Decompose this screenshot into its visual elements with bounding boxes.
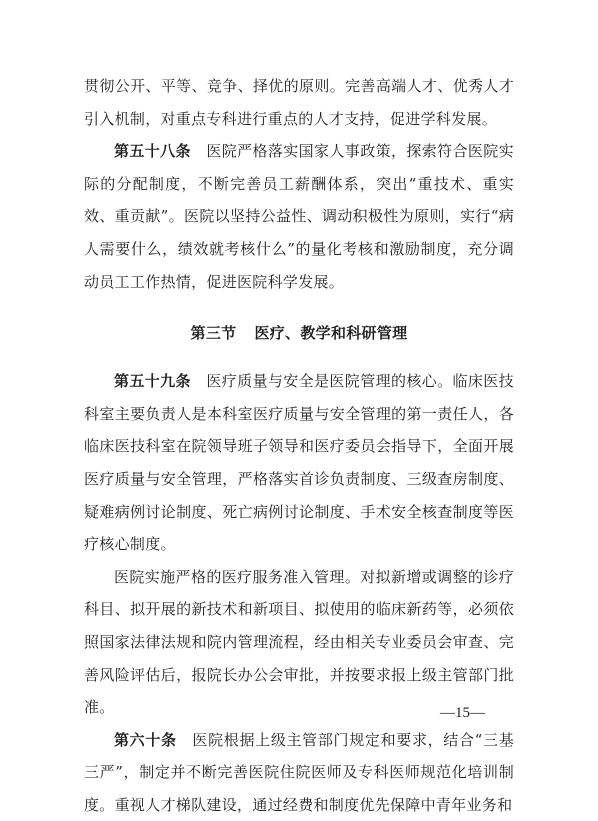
paragraph-access-management: 医院实施严格的医疗服务准入管理。对拟新增或调整的诊疗科目、拟开展的新技术和新项目、拟使用的临床新药等，必须依照国家法律法规和院内管理流程，经由相关专业委员会审查、完善风险评估后，报院长办公会审批，并按要求报上级主管部门批准。	[84, 567, 514, 717]
section-number: 第三节	[190, 324, 237, 343]
article-59-label: 第五十九条	[114, 372, 191, 391]
section-heading	[84, 318, 514, 348]
paragraph-continuation: 贯彻公开、平等、竞争、择优的原则。完善高端人才、优秀人才引入机制，对重点专科进行重点的人才支持，促进学科发展。	[84, 77, 514, 128]
article-60	[84, 724, 514, 821]
article-58	[84, 135, 514, 298]
article-60-label: 第六十条	[114, 730, 177, 749]
section-title: 医疗、教学和科研管理	[254, 324, 408, 343]
article-60-text: 医院根据上级主管部门规定和要求，结合“三基三严”，制定并不断完善医院住院医师及专科医师规范化培训制度。重视人才梯队建设，通过经费和制度优先保障中青年业务和	[84, 730, 514, 814]
page-number: —15—	[440, 705, 485, 721]
article-59	[84, 365, 514, 561]
article-58-text: 医院严格落实国家人事政策，探索符合医院实际的分配制度，不断完善员工薪酬体系，突出“重技术、重实效、重贡献”。医院以坚持公益性、调动积极性为原则，实行“病人需要什么，绩效就考核什么”的量化考核和激励制度，充分调动员工工作热情，促进医院科学发展。	[84, 142, 514, 291]
article-58-label: 第五十八条	[114, 142, 191, 161]
article-59-text: 医疗质量与安全是医院管理的核心。临床医技科室主要负责人是本科室医疗质量与安全管理的第一责任人，各临床医技科室在院领导班子领导和医疗委员会指导下，全面开展医疗质量与安全管理，严格落实首诊负责制度、三级查房制度、疑难病例讨论制度、死亡病例讨论制度、手术安全核查制度等医疗核心制度。	[84, 372, 514, 554]
